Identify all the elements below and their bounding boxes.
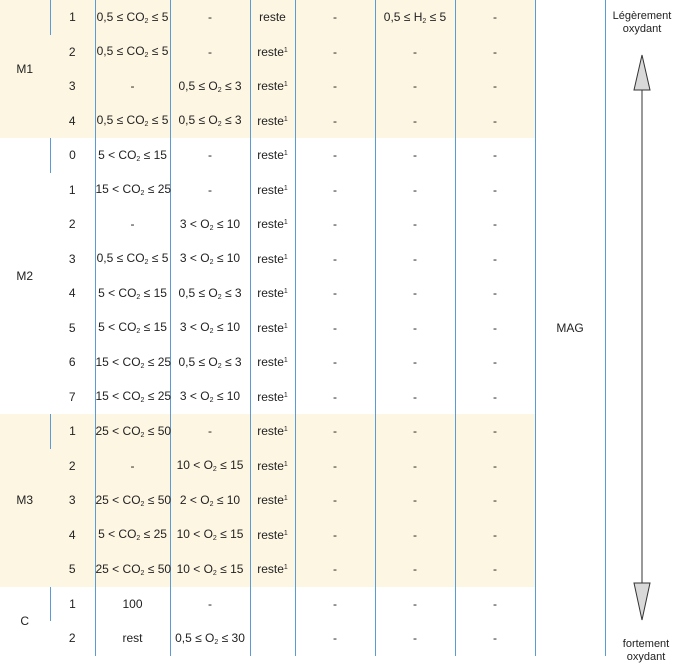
o2-range: $0,5 \le O_2 \le 3$ bbox=[170, 104, 250, 139]
hydrogen: - bbox=[375, 311, 455, 346]
process-label: MAG bbox=[535, 0, 605, 656]
o2-range: $0,5 \le O_2 \le 3$ bbox=[170, 345, 250, 380]
group-label: M3 bbox=[0, 414, 50, 587]
hydrogen: - bbox=[375, 552, 455, 587]
o2-range: $0,5 \le O_2 \le 3$ bbox=[170, 69, 250, 104]
hydrogen: - bbox=[375, 276, 455, 311]
helium: - bbox=[295, 207, 375, 242]
hydrogen: - bbox=[375, 345, 455, 380]
helium: - bbox=[295, 621, 375, 656]
subgroup-number: 4 bbox=[50, 518, 95, 553]
helium: - bbox=[295, 104, 375, 139]
nitrogen: - bbox=[455, 345, 535, 380]
hydrogen: - bbox=[375, 449, 455, 484]
co2-range: rest bbox=[95, 621, 170, 656]
inert-gas: reste$^1$ bbox=[250, 173, 295, 208]
helium: - bbox=[295, 138, 375, 173]
o2-range: $2 < O_2 \le 10$ bbox=[170, 483, 250, 518]
hydrogen: - bbox=[375, 104, 455, 139]
co2-range: $25 < CO_2 \le 50$ bbox=[95, 483, 170, 518]
nitrogen: - bbox=[455, 35, 535, 70]
subgroup-number: 6 bbox=[68, 355, 76, 370]
oxidation-scale bbox=[601, 0, 675, 672]
helium: - bbox=[295, 345, 375, 380]
nitrogen: - bbox=[455, 207, 535, 242]
nitrogen: - bbox=[455, 621, 535, 656]
o2-range: - bbox=[170, 173, 250, 208]
co2-range: $15 < CO_2 \le 25$ bbox=[95, 345, 170, 380]
subgroup-number: 2 bbox=[68, 631, 76, 646]
co2-range: $5 < CO_2 \le 25$ bbox=[95, 518, 170, 553]
nitrogen: - bbox=[455, 138, 535, 173]
nitrogen: - bbox=[455, 449, 535, 484]
co2-range: $0,5 \le CO_2 \le 5$ bbox=[95, 0, 170, 35]
nitrogen: - bbox=[455, 69, 535, 104]
co2-range: $5 < CO_2 \le 15$ bbox=[95, 311, 170, 346]
helium: - bbox=[295, 380, 375, 415]
hydrogen: - bbox=[375, 242, 455, 277]
co2-range: $25 < CO_2 \le 50$ bbox=[95, 552, 170, 587]
co2-range: $5 < CO_2 \le 15$ bbox=[95, 276, 170, 311]
subgroup-number: 1 bbox=[50, 0, 95, 35]
inert-gas: reste$^1$ bbox=[250, 311, 295, 346]
co2-range: $5 < CO_2 \le 15$ bbox=[95, 138, 170, 173]
nitrogen: - bbox=[455, 311, 535, 346]
inert-gas: reste$^1$ bbox=[250, 483, 295, 518]
inert-gas: reste$^1$ bbox=[250, 449, 295, 484]
subgroup-number: 0 bbox=[50, 138, 95, 173]
co2-range: - bbox=[95, 207, 170, 242]
o2-range: - bbox=[170, 587, 250, 622]
hydrogen: $0,5 \le H_2 \le 5$ bbox=[375, 0, 455, 35]
inert-gas: reste$^1$ bbox=[250, 345, 295, 380]
group-label: M2 bbox=[0, 138, 50, 414]
o2-range: $3 < O_2 \le 10$ bbox=[170, 242, 250, 277]
subgroup-number: 1 bbox=[68, 182, 76, 197]
subgroup-number: 5 bbox=[50, 552, 95, 587]
helium: - bbox=[295, 35, 375, 70]
inert-gas: reste$^1$ bbox=[250, 138, 295, 173]
inert-gas: reste$^1$ bbox=[250, 35, 295, 70]
o2-range: $3 < O_2 \le 10$ bbox=[170, 207, 250, 242]
subgroup-number: 1 bbox=[50, 414, 95, 449]
nitrogen: - bbox=[455, 483, 535, 518]
helium: - bbox=[295, 173, 375, 208]
o2-range: $3 < O_2 \le 10$ bbox=[170, 380, 250, 415]
subgroup-number: 1 bbox=[50, 587, 95, 622]
nitrogen: - bbox=[455, 104, 535, 139]
hydrogen: - bbox=[375, 414, 455, 449]
subgroup-number: 7 bbox=[68, 389, 76, 404]
o2-range: - bbox=[170, 414, 250, 449]
hydrogen: - bbox=[375, 518, 455, 553]
nitrogen: - bbox=[455, 518, 535, 553]
subgroup-number: 3 bbox=[50, 483, 95, 518]
co2-range: $25 < CO_2 \le 50$ bbox=[95, 414, 170, 449]
table-row bbox=[0, 0, 675, 35]
double-arrow-icon bbox=[601, 0, 675, 672]
helium: - bbox=[295, 276, 375, 311]
o2-range: $10 < O_2 \le 15$ bbox=[170, 518, 250, 553]
helium: - bbox=[295, 69, 375, 104]
hydrogen: - bbox=[375, 587, 455, 622]
helium: - bbox=[295, 518, 375, 553]
subgroup-number: 4 bbox=[68, 286, 76, 301]
o2-range: $10 < O_2 \le 15$ bbox=[170, 449, 250, 484]
helium: - bbox=[295, 552, 375, 587]
co2-range: $15 < CO_2 \le 25$ bbox=[95, 173, 170, 208]
helium: - bbox=[295, 449, 375, 484]
subgroup-number: 3 bbox=[68, 251, 76, 266]
co2-range: 100 bbox=[95, 587, 170, 622]
hydrogen: - bbox=[375, 380, 455, 415]
helium: - bbox=[295, 311, 375, 346]
o2-range: $0,5 \le O_2 \le 30$ bbox=[170, 621, 250, 656]
o2-range: $0,5 \le O_2 \le 3$ bbox=[170, 276, 250, 311]
inert-gas: reste$^1$ bbox=[250, 518, 295, 553]
inert-gas: reste$^1$ bbox=[250, 242, 295, 277]
co2-range: $0,5 \le CO_2 \le 5$ bbox=[95, 104, 170, 139]
subgroup-number: 2 bbox=[68, 217, 76, 232]
nitrogen: - bbox=[455, 276, 535, 311]
inert-gas: reste$^1$ bbox=[250, 380, 295, 415]
helium: - bbox=[295, 483, 375, 518]
inert-gas: reste$^1$ bbox=[250, 414, 295, 449]
hydrogen: - bbox=[375, 69, 455, 104]
inert-gas: reste$^1$ bbox=[250, 552, 295, 587]
o2-range: - bbox=[170, 35, 250, 70]
subgroup-number: 5 bbox=[68, 320, 76, 335]
subgroup-number: 4 bbox=[50, 104, 95, 139]
top-label: Légèrement oxydant bbox=[612, 10, 672, 35]
o2-range: - bbox=[170, 0, 250, 35]
subgroup-number: 2 bbox=[50, 35, 95, 70]
helium: - bbox=[295, 242, 375, 277]
bottom-label: fortement oxydant bbox=[622, 638, 670, 663]
o2-range: $10 < O_2 \le 15$ bbox=[170, 552, 250, 587]
nitrogen: - bbox=[455, 0, 535, 35]
inert-gas: reste bbox=[250, 0, 295, 35]
nitrogen: - bbox=[455, 414, 535, 449]
hydrogen: - bbox=[375, 621, 455, 656]
helium: - bbox=[295, 587, 375, 622]
hydrogen: - bbox=[375, 173, 455, 208]
nitrogen: - bbox=[455, 552, 535, 587]
group-label: M1 bbox=[0, 0, 50, 138]
co2-range: $15 < CO_2 \le 25$ bbox=[95, 380, 170, 415]
inert-gas: reste$^1$ bbox=[250, 104, 295, 139]
subgroup-number: 2 bbox=[50, 449, 95, 484]
o2-range: - bbox=[170, 138, 250, 173]
inert-gas: reste$^1$ bbox=[250, 207, 295, 242]
nitrogen: - bbox=[455, 587, 535, 622]
co2-range: $0,5 \le CO_2 \le 5$ bbox=[95, 242, 170, 277]
helium: - bbox=[295, 0, 375, 35]
group-label: C bbox=[0, 587, 50, 656]
subgroup-number: 3 bbox=[50, 69, 95, 104]
hydrogen: - bbox=[375, 35, 455, 70]
hydrogen: - bbox=[375, 138, 455, 173]
nitrogen: - bbox=[455, 173, 535, 208]
hydrogen: - bbox=[375, 207, 455, 242]
co2-range: - bbox=[95, 69, 170, 104]
inert-gas: reste$^1$ bbox=[250, 69, 295, 104]
inert-gas bbox=[250, 587, 295, 622]
inert-gas bbox=[250, 621, 295, 656]
nitrogen: - bbox=[455, 242, 535, 277]
inert-gas: reste$^1$ bbox=[250, 276, 295, 311]
o2-range: $3 < O_2 \le 10$ bbox=[170, 311, 250, 346]
co2-range: - bbox=[95, 449, 170, 484]
nitrogen: - bbox=[455, 380, 535, 415]
hydrogen: - bbox=[375, 483, 455, 518]
co2-range: $0,5 \le CO_2 \le 5$ bbox=[95, 35, 170, 70]
helium: - bbox=[295, 414, 375, 449]
